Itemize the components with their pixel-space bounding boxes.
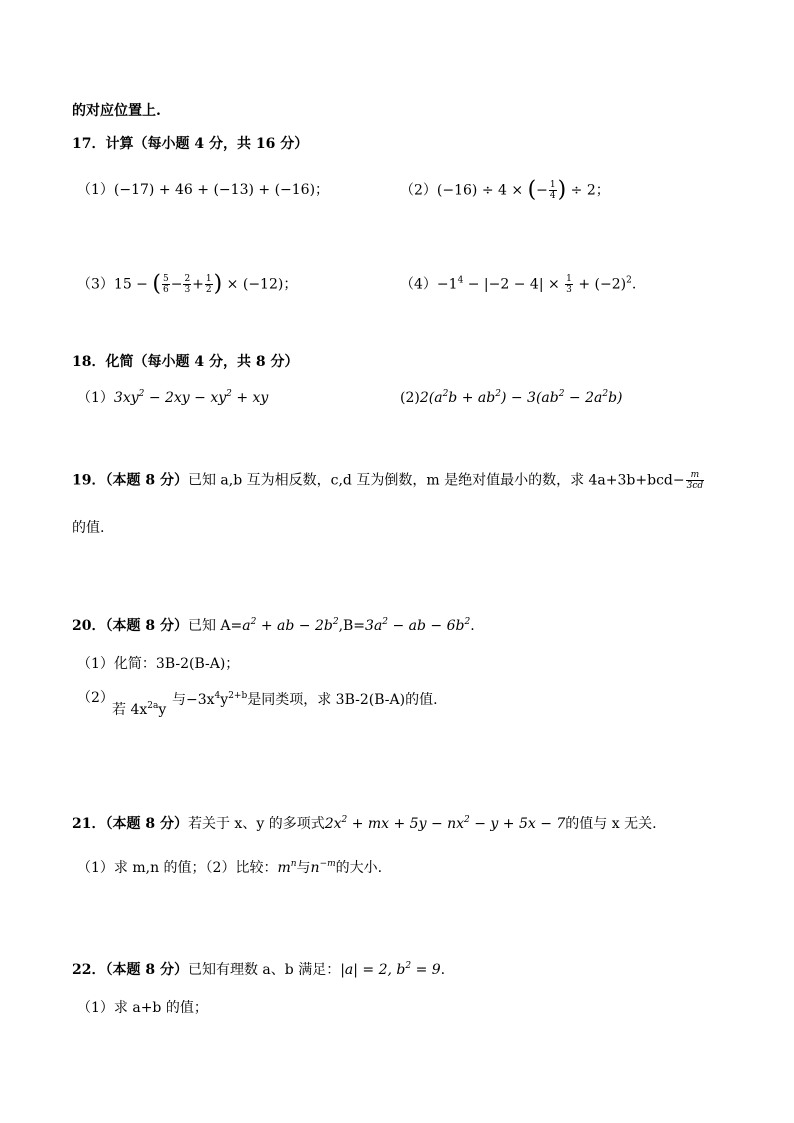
q20-part2-ruo: 若 $4x^{2a}y$ <box>112 701 167 718</box>
q17-header: 17．计算（每小题 4 分，共 16 分） <box>72 136 309 152</box>
q18-part1 <box>77 388 268 408</box>
math-expression-pre: 15 − <box>113 276 153 293</box>
q17-part2: （2）(−16) ÷ 4 × (− $\frac{1}{4}$ ) ÷ 2； <box>400 177 610 203</box>
q22-question: 22．（本题 8 分）已知有理数 a、b 满足：|a| = 2, $b^2 = 9$. <box>72 961 446 978</box>
fraction: $\frac{1}{2}$ <box>205 274 212 295</box>
question-head: 19．（本题 8 分） <box>72 472 188 489</box>
question-head: 21．（本题 8 分） <box>72 816 188 832</box>
q19-question: 19．（本题 8 分）已知 a,b 互为相反数，c,d 互为倒数，m 是绝对值最小的数，求 4a+3b+bcd− $\frac{m}{3cd}$ <box>72 470 704 491</box>
math-expression: $3xy^2 - 2xy - xy^2$ + xy <box>113 389 269 406</box>
part-number: （2） <box>400 182 437 199</box>
fraction: $\frac{m}{3cd}$ <box>686 470 704 491</box>
math-expression: (−17) + 46 + (−13) + (−16)； <box>113 182 330 198</box>
q20-question: 20．（本题 8 分）已知 $A=a^2$ + ab − $2b^2,B=3a^2$ − ab − $6b^2$. <box>72 617 475 634</box>
math-expression-post: × (−12)； <box>222 276 298 293</box>
q20-part1: （1）化简：3B-2(B-A)； <box>77 656 240 672</box>
part-number: （3） <box>77 276 114 293</box>
intro-text: 的对应位置上. <box>72 103 161 119</box>
part-number: （1） <box>77 182 114 198</box>
fraction: $\frac{1}{3}$ <box>566 274 572 295</box>
q20-part2-number: （2） <box>77 690 114 706</box>
fraction: $\frac{2}{3}$ <box>184 274 191 295</box>
q18-header: 18．化简（每小题 4 分，共 8 分） <box>72 354 299 370</box>
q20-part2-rest: 与$-3x^4y^{2+b}$是同类项，求 3B-2(B-A)的值. <box>172 691 438 708</box>
q17-part4: $(4)-1^4 - |-2 - 4|$ × $\frac{1}{3}$ + $(-2)^2$. <box>400 274 637 295</box>
part-number: （4） <box>400 276 437 293</box>
math-expression-post: ÷ 2； <box>566 182 610 199</box>
q18-part2 <box>400 388 623 408</box>
q22-part1: （1）求 a+b 的值； <box>77 1000 208 1016</box>
math-expression: $2(a^2b + ab^2) - 3(ab^2 - 2a^2b)$ <box>419 389 623 406</box>
question-head: 20．（本题 8 分） <box>72 618 188 634</box>
math-expression-pre: (−16) ÷ 4 × <box>436 182 528 199</box>
q17-part1 <box>77 180 329 200</box>
q21-parts: （1）求 m,n 的值；（2）比较：$m^n$与$n^{-m}$的大小. <box>77 859 383 876</box>
part-number: （1） <box>77 390 114 406</box>
part-number: (2) <box>400 390 420 406</box>
q19-tail: 的值. <box>72 520 105 536</box>
q21-question: 21．（本题 8 分）若关于 x、y 的多项式$2x^2$ + mx + $5y - nx^2 - y + 5x - 7$的值与 x 无关. <box>72 815 657 832</box>
fraction: $\frac{5}{6}$ <box>162 274 169 295</box>
fraction: $\frac{1}{4}$ <box>549 180 556 201</box>
q17-part3: （3）15 − ( $\frac{5}{6}$ − $\frac{2}{3}$ + $\frac{1}{2}$ ) × (−12)； <box>77 271 298 297</box>
question-head: 22．（本题 8 分） <box>72 962 188 978</box>
